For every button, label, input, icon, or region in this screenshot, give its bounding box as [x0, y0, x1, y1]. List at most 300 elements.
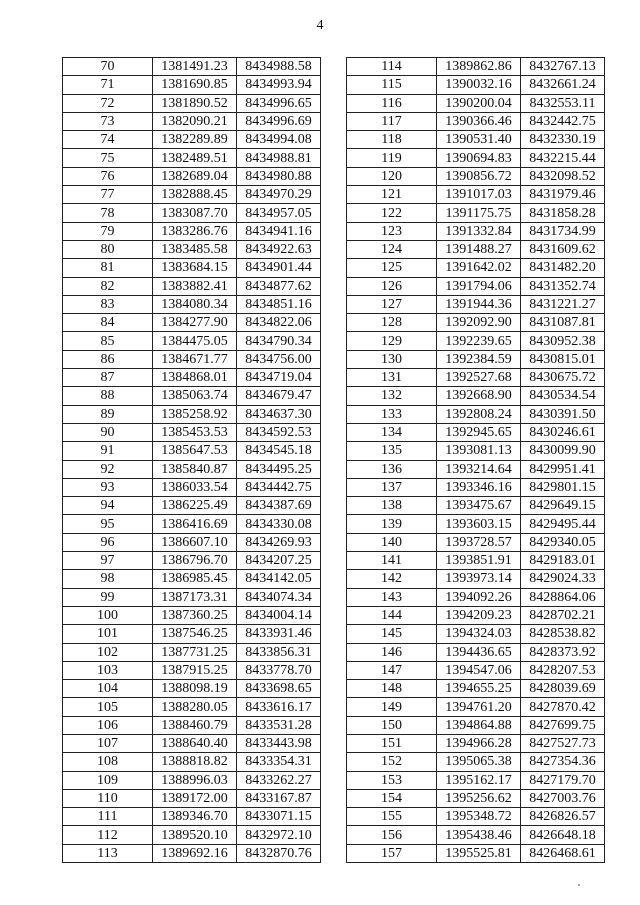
- y-coordinate-cell: 8429340.05: [521, 533, 605, 551]
- x-coordinate-cell: 1392384.59: [437, 350, 521, 368]
- point-number-cell: 90: [63, 423, 153, 441]
- table-row: [347, 808, 605, 826]
- point-number-cell: 70: [63, 58, 153, 76]
- point-number-cell: 130: [347, 350, 437, 368]
- point-number-cell: 112: [63, 826, 153, 844]
- point-number-cell: 146: [347, 643, 437, 661]
- x-coordinate-cell: 1394092.26: [437, 588, 521, 606]
- x-coordinate-cell: 1384868.01: [153, 369, 237, 387]
- x-coordinate-cell: 1393973.14: [437, 570, 521, 588]
- y-coordinate-cell: 8434851.16: [237, 295, 321, 313]
- x-coordinate-cell: 1390366.46: [437, 112, 521, 130]
- table-row: [63, 405, 321, 423]
- y-coordinate-cell: 8431858.28: [521, 204, 605, 222]
- x-coordinate-cell: 1389172.00: [153, 789, 237, 807]
- table-row: [63, 240, 321, 258]
- table-row: [63, 131, 321, 149]
- point-number-cell: 152: [347, 753, 437, 771]
- table-row: [63, 588, 321, 606]
- table-row: [63, 552, 321, 570]
- table-row: [63, 204, 321, 222]
- y-coordinate-cell: 8434790.34: [237, 332, 321, 350]
- x-coordinate-cell: 1392092.90: [437, 314, 521, 332]
- table-row: [63, 478, 321, 496]
- y-coordinate-cell: 8432553.11: [521, 94, 605, 112]
- y-coordinate-cell: 8427354.36: [521, 753, 605, 771]
- y-coordinate-cell: 8433071.15: [237, 808, 321, 826]
- x-coordinate-cell: 1390032.16: [437, 76, 521, 94]
- point-number-cell: 142: [347, 570, 437, 588]
- table-row: [63, 570, 321, 588]
- table-row: [347, 625, 605, 643]
- point-number-cell: 123: [347, 222, 437, 240]
- x-coordinate-cell: 1392239.65: [437, 332, 521, 350]
- point-number-cell: 87: [63, 369, 153, 387]
- y-coordinate-cell: 8429495.44: [521, 515, 605, 533]
- point-number-cell: 94: [63, 497, 153, 515]
- y-coordinate-cell: 8432870.76: [237, 844, 321, 862]
- point-number-cell: 127: [347, 295, 437, 313]
- y-coordinate-cell: 8429649.15: [521, 497, 605, 515]
- x-coordinate-cell: 1389346.70: [153, 808, 237, 826]
- table-row: [347, 369, 605, 387]
- y-coordinate-cell: 8434993.94: [237, 76, 321, 94]
- table-row: [347, 186, 605, 204]
- x-coordinate-cell: 1391642.02: [437, 259, 521, 277]
- table-row: [347, 58, 605, 76]
- table-row: [63, 698, 321, 716]
- point-number-cell: 119: [347, 149, 437, 167]
- point-number-cell: 74: [63, 131, 153, 149]
- y-coordinate-cell: 8434957.05: [237, 204, 321, 222]
- point-number-cell: 144: [347, 606, 437, 624]
- table-row: [347, 533, 605, 551]
- x-coordinate-cell: 1394209.23: [437, 606, 521, 624]
- x-coordinate-cell: 1385453.53: [153, 423, 237, 441]
- x-coordinate-cell: 1381690.85: [153, 76, 237, 94]
- y-coordinate-cell: 8434996.65: [237, 94, 321, 112]
- point-number-cell: 136: [347, 460, 437, 478]
- y-coordinate-cell: 8433931.46: [237, 625, 321, 643]
- point-number-cell: 80: [63, 240, 153, 258]
- table-row: [347, 789, 605, 807]
- table-row: [63, 497, 321, 515]
- x-coordinate-cell: 1389862.86: [437, 58, 521, 76]
- point-number-cell: 145: [347, 625, 437, 643]
- x-coordinate-cell: 1393475.67: [437, 497, 521, 515]
- point-number-cell: 79: [63, 222, 153, 240]
- point-number-cell: 139: [347, 515, 437, 533]
- point-number-cell: 78: [63, 204, 153, 222]
- x-coordinate-cell: 1391794.06: [437, 277, 521, 295]
- point-number-cell: 93: [63, 478, 153, 496]
- point-number-cell: 107: [63, 734, 153, 752]
- point-number-cell: 120: [347, 167, 437, 185]
- y-coordinate-cell: 8430099.90: [521, 442, 605, 460]
- table-row: [63, 844, 321, 862]
- y-coordinate-cell: 8433616.17: [237, 698, 321, 716]
- y-coordinate-cell: 8428039.69: [521, 680, 605, 698]
- table-row: [63, 332, 321, 350]
- point-number-cell: 133: [347, 405, 437, 423]
- table-row: [63, 606, 321, 624]
- table-row: [347, 844, 605, 862]
- x-coordinate-cell: 1389520.10: [153, 826, 237, 844]
- point-number-cell: 71: [63, 76, 153, 94]
- table-row: [347, 94, 605, 112]
- table-row: [63, 460, 321, 478]
- point-number-cell: 135: [347, 442, 437, 460]
- point-number-cell: 116: [347, 94, 437, 112]
- x-coordinate-cell: 1392668.90: [437, 387, 521, 405]
- point-number-cell: 149: [347, 698, 437, 716]
- x-coordinate-cell: 1384277.90: [153, 314, 237, 332]
- x-coordinate-cell: 1386416.69: [153, 515, 237, 533]
- x-coordinate-cell: 1390856.72: [437, 167, 521, 185]
- y-coordinate-cell: 8434330.08: [237, 515, 321, 533]
- point-number-cell: 111: [63, 808, 153, 826]
- table-row: [63, 387, 321, 405]
- point-number-cell: 108: [63, 753, 153, 771]
- x-coordinate-cell: 1391175.75: [437, 204, 521, 222]
- table-row: [347, 314, 605, 332]
- y-coordinate-cell: 8434922.63: [237, 240, 321, 258]
- table-row: [347, 661, 605, 679]
- y-coordinate-cell: 8430952.38: [521, 332, 605, 350]
- x-coordinate-cell: 1394547.06: [437, 661, 521, 679]
- y-coordinate-cell: 8428702.21: [521, 606, 605, 624]
- scan-speck: [578, 884, 580, 886]
- y-coordinate-cell: 8428373.92: [521, 643, 605, 661]
- table-row: [347, 442, 605, 460]
- table-row: [347, 240, 605, 258]
- point-number-cell: 134: [347, 423, 437, 441]
- x-coordinate-cell: 1391488.27: [437, 240, 521, 258]
- point-number-cell: 104: [63, 680, 153, 698]
- x-coordinate-cell: 1386033.54: [153, 478, 237, 496]
- point-number-cell: 89: [63, 405, 153, 423]
- coordinates-table-left: [62, 57, 321, 863]
- table-row: [347, 295, 605, 313]
- x-coordinate-cell: 1393603.15: [437, 515, 521, 533]
- x-coordinate-cell: 1385063.74: [153, 387, 237, 405]
- table-row: [63, 259, 321, 277]
- point-number-cell: 124: [347, 240, 437, 258]
- table-row: [347, 222, 605, 240]
- y-coordinate-cell: 8431609.62: [521, 240, 605, 258]
- y-coordinate-cell: 8434207.25: [237, 552, 321, 570]
- point-number-cell: 156: [347, 826, 437, 844]
- table-row: [347, 277, 605, 295]
- point-number-cell: 113: [63, 844, 153, 862]
- x-coordinate-cell: 1383684.15: [153, 259, 237, 277]
- y-coordinate-cell: 8432215.44: [521, 149, 605, 167]
- y-coordinate-cell: 8434004.14: [237, 606, 321, 624]
- x-coordinate-cell: 1382090.21: [153, 112, 237, 130]
- table-row: [63, 186, 321, 204]
- x-coordinate-cell: 1394966.28: [437, 734, 521, 752]
- y-coordinate-cell: 8432442.75: [521, 112, 605, 130]
- x-coordinate-cell: 1388460.79: [153, 716, 237, 734]
- point-number-cell: 82: [63, 277, 153, 295]
- point-number-cell: 115: [347, 76, 437, 94]
- x-coordinate-cell: 1391017.03: [437, 186, 521, 204]
- x-coordinate-cell: 1387915.25: [153, 661, 237, 679]
- table-row: [347, 698, 605, 716]
- y-coordinate-cell: 8431979.46: [521, 186, 605, 204]
- table-row: [347, 423, 605, 441]
- point-number-cell: 128: [347, 314, 437, 332]
- point-number-cell: 101: [63, 625, 153, 643]
- table-row: [63, 625, 321, 643]
- y-coordinate-cell: 8427527.73: [521, 734, 605, 752]
- table-row: [63, 826, 321, 844]
- table-row: [63, 314, 321, 332]
- y-coordinate-cell: 8431734.99: [521, 222, 605, 240]
- x-coordinate-cell: 1381890.52: [153, 94, 237, 112]
- x-coordinate-cell: 1386607.10: [153, 533, 237, 551]
- y-coordinate-cell: 8431352.74: [521, 277, 605, 295]
- point-number-cell: 109: [63, 771, 153, 789]
- table-row: [347, 131, 605, 149]
- point-number-cell: 126: [347, 277, 437, 295]
- y-coordinate-cell: 8434822.06: [237, 314, 321, 332]
- y-coordinate-cell: 8429951.41: [521, 460, 605, 478]
- table-row: [63, 661, 321, 679]
- x-coordinate-cell: 1387731.25: [153, 643, 237, 661]
- point-number-cell: 141: [347, 552, 437, 570]
- point-number-cell: 148: [347, 680, 437, 698]
- table-row: [63, 771, 321, 789]
- point-number-cell: 72: [63, 94, 153, 112]
- x-coordinate-cell: 1393081.13: [437, 442, 521, 460]
- x-coordinate-cell: 1387546.25: [153, 625, 237, 643]
- y-coordinate-cell: 8434988.81: [237, 149, 321, 167]
- y-coordinate-cell: 8428538.82: [521, 625, 605, 643]
- y-coordinate-cell: 8434756.00: [237, 350, 321, 368]
- x-coordinate-cell: 1395438.46: [437, 826, 521, 844]
- table-row: [347, 570, 605, 588]
- y-coordinate-cell: 8430534.54: [521, 387, 605, 405]
- point-number-cell: 75: [63, 149, 153, 167]
- y-coordinate-cell: 8427179.70: [521, 771, 605, 789]
- y-coordinate-cell: 8429801.15: [521, 478, 605, 496]
- x-coordinate-cell: 1392945.65: [437, 423, 521, 441]
- y-coordinate-cell: 8428207.53: [521, 661, 605, 679]
- x-coordinate-cell: 1383485.58: [153, 240, 237, 258]
- y-coordinate-cell: 8434679.47: [237, 387, 321, 405]
- y-coordinate-cell: 8434970.29: [237, 186, 321, 204]
- point-number-cell: 114: [347, 58, 437, 76]
- y-coordinate-cell: 8434592.53: [237, 423, 321, 441]
- table-row: [347, 716, 605, 734]
- x-coordinate-cell: 1395525.81: [437, 844, 521, 862]
- x-coordinate-cell: 1393346.16: [437, 478, 521, 496]
- y-coordinate-cell: 8434387.69: [237, 497, 321, 515]
- y-coordinate-cell: 8434996.69: [237, 112, 321, 130]
- y-coordinate-cell: 8434719.04: [237, 369, 321, 387]
- x-coordinate-cell: 1395065.38: [437, 753, 521, 771]
- y-coordinate-cell: 8434988.58: [237, 58, 321, 76]
- y-coordinate-cell: 8434142.05: [237, 570, 321, 588]
- y-coordinate-cell: 8427699.75: [521, 716, 605, 734]
- table-row: [347, 643, 605, 661]
- y-coordinate-cell: 8429183.01: [521, 552, 605, 570]
- x-coordinate-cell: 1394324.03: [437, 625, 521, 643]
- point-number-cell: 92: [63, 460, 153, 478]
- y-coordinate-cell: 8432661.24: [521, 76, 605, 94]
- page-number: 4: [316, 18, 324, 33]
- point-number-cell: 85: [63, 332, 153, 350]
- y-coordinate-cell: 8434269.93: [237, 533, 321, 551]
- y-coordinate-cell: 8432972.10: [237, 826, 321, 844]
- point-number-cell: 84: [63, 314, 153, 332]
- x-coordinate-cell: 1395162.17: [437, 771, 521, 789]
- table-row: [63, 753, 321, 771]
- table-row: [63, 350, 321, 368]
- y-coordinate-cell: 8428864.06: [521, 588, 605, 606]
- y-coordinate-cell: 8433698.65: [237, 680, 321, 698]
- x-coordinate-cell: 1393214.64: [437, 460, 521, 478]
- y-coordinate-cell: 8430246.61: [521, 423, 605, 441]
- table-row: [347, 734, 605, 752]
- point-number-cell: 122: [347, 204, 437, 222]
- y-coordinate-cell: 8434545.18: [237, 442, 321, 460]
- table-row: [63, 716, 321, 734]
- y-coordinate-cell: 8427870.42: [521, 698, 605, 716]
- x-coordinate-cell: 1385840.87: [153, 460, 237, 478]
- table-row: [63, 680, 321, 698]
- y-coordinate-cell: 8426468.61: [521, 844, 605, 862]
- x-coordinate-cell: 1383286.76: [153, 222, 237, 240]
- table-row: [347, 771, 605, 789]
- y-coordinate-cell: 8432098.52: [521, 167, 605, 185]
- point-number-cell: 73: [63, 112, 153, 130]
- table-row: [347, 478, 605, 496]
- y-coordinate-cell: 8430391.50: [521, 405, 605, 423]
- x-coordinate-cell: 1384080.34: [153, 295, 237, 313]
- y-coordinate-cell: 8433778.70: [237, 661, 321, 679]
- table-row: [63, 643, 321, 661]
- y-coordinate-cell: 8426648.18: [521, 826, 605, 844]
- x-coordinate-cell: 1395256.62: [437, 789, 521, 807]
- y-coordinate-cell: 8434994.08: [237, 131, 321, 149]
- x-coordinate-cell: 1387173.31: [153, 588, 237, 606]
- point-number-cell: 77: [63, 186, 153, 204]
- table-row: [347, 167, 605, 185]
- x-coordinate-cell: 1382289.89: [153, 131, 237, 149]
- table-row: [63, 808, 321, 826]
- x-coordinate-cell: 1382689.04: [153, 167, 237, 185]
- x-coordinate-cell: 1391944.36: [437, 295, 521, 313]
- x-coordinate-cell: 1390531.40: [437, 131, 521, 149]
- x-coordinate-cell: 1388996.03: [153, 771, 237, 789]
- point-number-cell: 105: [63, 698, 153, 716]
- x-coordinate-cell: 1388640.40: [153, 734, 237, 752]
- point-number-cell: 153: [347, 771, 437, 789]
- point-number-cell: 95: [63, 515, 153, 533]
- table-row: [347, 387, 605, 405]
- table-row: [63, 423, 321, 441]
- table-row: [63, 58, 321, 76]
- point-number-cell: 143: [347, 588, 437, 606]
- point-number-cell: 150: [347, 716, 437, 734]
- table-row: [63, 734, 321, 752]
- x-coordinate-cell: 1394864.88: [437, 716, 521, 734]
- point-number-cell: 147: [347, 661, 437, 679]
- table-row: [347, 606, 605, 624]
- point-number-cell: 138: [347, 497, 437, 515]
- x-coordinate-cell: 1386796.70: [153, 552, 237, 570]
- x-coordinate-cell: 1388098.19: [153, 680, 237, 698]
- y-coordinate-cell: 8433443.98: [237, 734, 321, 752]
- y-coordinate-cell: 8434901.44: [237, 259, 321, 277]
- point-number-cell: 121: [347, 186, 437, 204]
- y-coordinate-cell: 8433167.87: [237, 789, 321, 807]
- table-row: [347, 552, 605, 570]
- x-coordinate-cell: 1386225.49: [153, 497, 237, 515]
- y-coordinate-cell: 8434941.16: [237, 222, 321, 240]
- point-number-cell: 99: [63, 588, 153, 606]
- point-number-cell: 98: [63, 570, 153, 588]
- table-row: [63, 295, 321, 313]
- y-coordinate-cell: 8431087.81: [521, 314, 605, 332]
- table-row: [347, 680, 605, 698]
- y-coordinate-cell: 8431221.27: [521, 295, 605, 313]
- point-number-cell: 132: [347, 387, 437, 405]
- y-coordinate-cell: 8434442.75: [237, 478, 321, 496]
- x-coordinate-cell: 1392808.24: [437, 405, 521, 423]
- table-row: [63, 76, 321, 94]
- point-number-cell: 117: [347, 112, 437, 130]
- y-coordinate-cell: 8434637.30: [237, 405, 321, 423]
- x-coordinate-cell: 1394761.20: [437, 698, 521, 716]
- x-coordinate-cell: 1390694.83: [437, 149, 521, 167]
- x-coordinate-cell: 1393851.91: [437, 552, 521, 570]
- table-row: [63, 442, 321, 460]
- y-coordinate-cell: 8433856.31: [237, 643, 321, 661]
- point-number-cell: 118: [347, 131, 437, 149]
- point-number-cell: 97: [63, 552, 153, 570]
- x-coordinate-cell: 1394436.65: [437, 643, 521, 661]
- x-coordinate-cell: 1390200.04: [437, 94, 521, 112]
- point-number-cell: 76: [63, 167, 153, 185]
- x-coordinate-cell: 1392527.68: [437, 369, 521, 387]
- table-row: [347, 460, 605, 478]
- point-number-cell: 83: [63, 295, 153, 313]
- table-row: [347, 405, 605, 423]
- table-row: [347, 753, 605, 771]
- point-number-cell: 157: [347, 844, 437, 862]
- point-number-cell: 88: [63, 387, 153, 405]
- x-coordinate-cell: 1386985.45: [153, 570, 237, 588]
- x-coordinate-cell: 1388818.82: [153, 753, 237, 771]
- y-coordinate-cell: 8434877.62: [237, 277, 321, 295]
- point-number-cell: 106: [63, 716, 153, 734]
- point-number-cell: 129: [347, 332, 437, 350]
- point-number-cell: 102: [63, 643, 153, 661]
- table-row: [63, 94, 321, 112]
- y-coordinate-cell: 8433531.28: [237, 716, 321, 734]
- table-row: [347, 112, 605, 130]
- x-coordinate-cell: 1388280.05: [153, 698, 237, 716]
- y-coordinate-cell: 8432330.19: [521, 131, 605, 149]
- table-row: [347, 76, 605, 94]
- table-row: [347, 332, 605, 350]
- point-number-cell: 110: [63, 789, 153, 807]
- table-row: [347, 515, 605, 533]
- table-row: [347, 259, 605, 277]
